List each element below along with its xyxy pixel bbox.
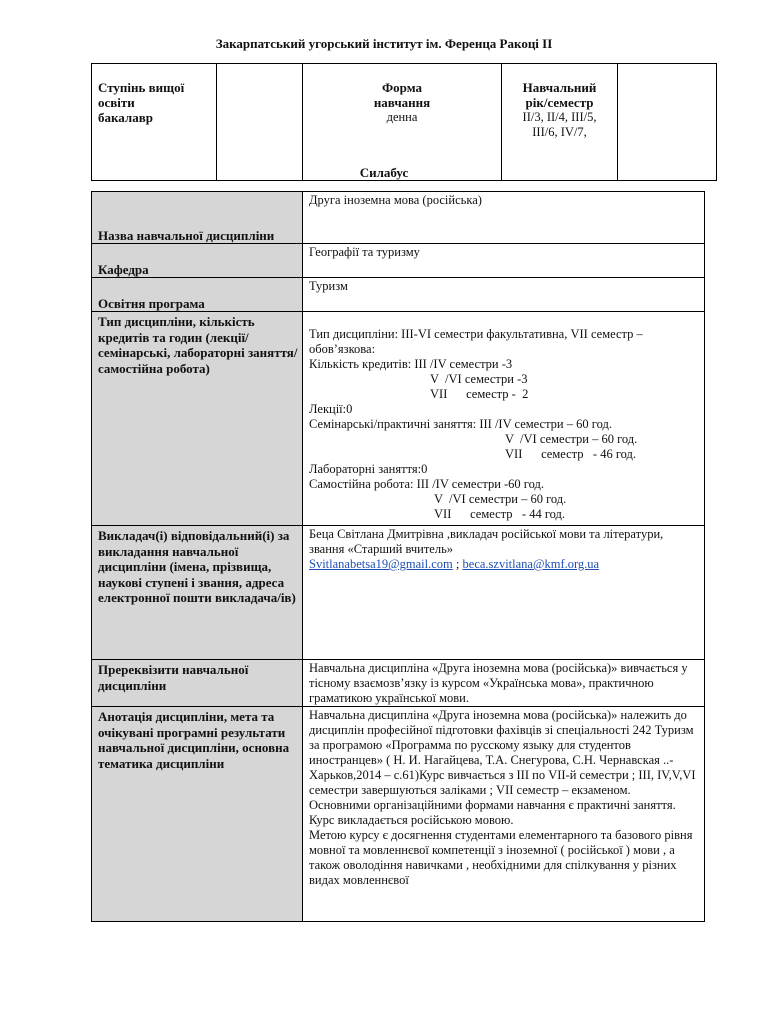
teacher-label: Викладач(і) відповідальний(і) за викладання навчальної дисципліни (імена, прізвища, наукові ступені і звання, адреса електронної пошти викладача/ів): [92, 526, 303, 660]
empty-cell: [618, 64, 717, 181]
type-line: V /VІ семестри – 60 год.: [505, 432, 638, 446]
degree-label-line: бакалавр: [98, 110, 153, 125]
teacher-value: [303, 526, 705, 660]
type-line: VІІ семестр - 46 год.: [505, 447, 637, 461]
annotation-paragraph: Курс викладається російською мовою.: [309, 813, 514, 827]
type-line: Кількість кредитів: ІІІ /ІV семестри -3: [309, 357, 513, 371]
degree-cell: [92, 64, 217, 181]
type-line: V /VІ семестри – 60 год.: [434, 492, 567, 506]
program-value: Туризм: [303, 278, 705, 312]
program-label: Освітня програма: [92, 278, 303, 312]
study-form-cell: [303, 64, 502, 181]
degree-label-line: Ступінь вищої: [98, 80, 185, 95]
syllabus-table: [91, 191, 705, 922]
institute-title: Закарпатський угорський інститут ім. Ференца Ракоці ІІ: [215, 36, 553, 51]
degree-label-line: освіти: [98, 95, 135, 110]
study-form-label: Форма: [382, 80, 422, 95]
email-separator: ;: [452, 557, 463, 571]
academic-year-value: ІІ/3, ІІ/4, ІІІ/5,: [522, 110, 597, 124]
syllabus-title: Силабус: [359, 165, 409, 180]
annotation-paragraph: Навчальна дисципліна «Друга іноземна мова (російська)» належить до дисциплін професійної підготовки фахівців зі спеціальності 242 Туризм за програмою «Программа по русскому языку для студентов иностранцев» ( Н. И. Нагайцева, Т.А. Снегурова, С.Н. Чернавская ..- Харьков,2014 – с.61)Курс вивчається з ІІІ по VІІ-й семестри ; ІІІ, ІV,V,VІ семестри завершуються заліками ; VІІ семестр – екзаменом.: [309, 708, 696, 797]
academic-year-label: рік/семестр: [525, 95, 594, 110]
academic-year-value: ІІІ/6, ІV/7,: [532, 125, 587, 139]
study-form-label: навчання: [373, 95, 431, 110]
discipline-label: Назва навчальної дисципліни: [92, 192, 303, 244]
type-line: Тип дисципліни: ІІІ-VІ семестри факультативна, VІІ семестр –: [309, 327, 643, 341]
email-link[interactable]: Svitlanabetsa19@gmail.com: [309, 557, 453, 571]
study-form-value: денна: [386, 110, 418, 124]
academic-year-label: Навчальний: [522, 80, 597, 95]
annotation-label: Анотація дисципліни, мета та очікувані програмні результати навчальної дисципліни, основна тематика дисципліни: [92, 707, 303, 922]
type-line: VІІ семестр - 2: [430, 387, 529, 401]
annotation-paragraph: Основними організаційними формами навчання є практичні заняття.: [309, 798, 676, 812]
type-line: Лабораторні заняття:0: [309, 462, 428, 476]
type-line: VІІ семестр - 44 год.: [434, 507, 566, 521]
annotation-value: [303, 707, 705, 922]
header-table: [91, 63, 717, 181]
type-line: Лекції:0: [309, 402, 353, 416]
empty-cell: [217, 64, 303, 181]
type-line: Семінарські/практичні заняття: ІІІ /ІV семестри – 60 год.: [309, 417, 612, 431]
type-line: обов’язкова:: [309, 342, 376, 356]
discipline-value: Друга іноземна мова (російська): [303, 192, 705, 244]
academic-year-cell: [502, 64, 618, 181]
annotation-paragraph: Метою курсу є досягнення студентами елементарного та базового рівня мовної та мовленнєвої компетенції з іноземної ( російської ) мови , а також оволодіння навичками , необхідними для спілкування у різних видах мовленнєвої: [309, 828, 693, 887]
discipline-type-value: [303, 312, 705, 526]
department-value: Географії та туризму: [303, 244, 705, 278]
prerequisites-value: Навчальна дисципліна «Друга іноземна мова (російська)» вивчається у тісному взаємозв’язку із курсом «Українська мова», практичною граматикою української мови.: [303, 660, 705, 707]
type-line: Самостійна робота: ІІІ /ІV семестри -60 год.: [309, 477, 544, 491]
type-line: V /VІ семестри -3: [430, 372, 528, 386]
department-label: Кафедра: [92, 244, 303, 278]
teacher-info: Беца Світлана Дмитрівна ,викладач російської мови та літератури, звання «Старший вчитель»: [309, 527, 664, 556]
email-link[interactable]: beca.szvitlana@kmf.org.ua: [462, 557, 600, 571]
discipline-type-label: Тип дисципліни, кількість кредитів та годин (лекції/семінарські, лабораторні заняття/самостійна робота): [92, 312, 303, 526]
prerequisites-label: Пререквізити навчальної дисципліни: [92, 660, 303, 707]
